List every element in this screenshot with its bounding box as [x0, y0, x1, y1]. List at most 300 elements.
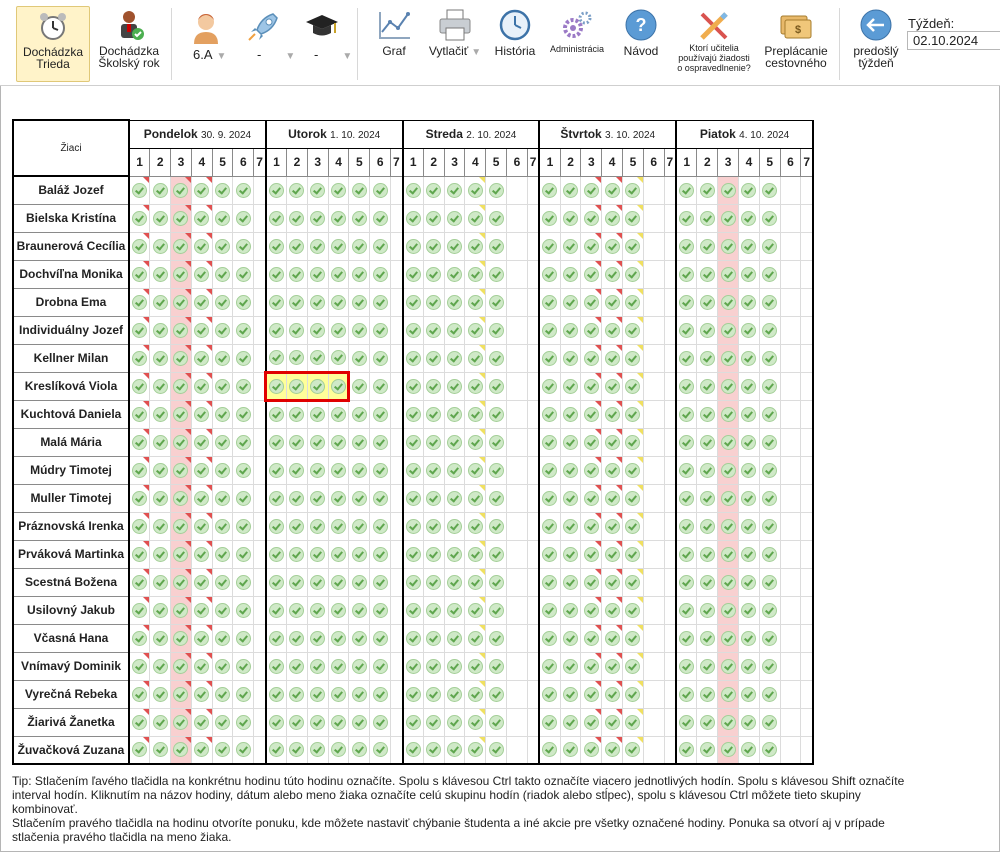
attendance-cell[interactable] — [129, 344, 150, 372]
attendance-cell[interactable] — [423, 484, 444, 512]
attendance-cell[interactable] — [266, 176, 287, 204]
attendance-cell[interactable] — [150, 344, 171, 372]
attendance-cell[interactable] — [403, 596, 424, 624]
day-header[interactable] — [266, 120, 403, 148]
student-name[interactable]: Prváková Martinka — [13, 540, 129, 568]
attendance-cell[interactable] — [233, 400, 254, 428]
preplacanie-button[interactable] — [762, 6, 830, 82]
attendance-cell[interactable] — [444, 568, 465, 596]
attendance-cell[interactable] — [623, 652, 644, 680]
attendance-cell[interactable] — [171, 512, 192, 540]
attendance-cell[interactable] — [171, 176, 192, 204]
attendance-cell[interactable] — [739, 400, 760, 428]
attendance-cell[interactable] — [423, 680, 444, 708]
attendance-cell[interactable] — [486, 484, 507, 512]
attendance-cell[interactable] — [623, 176, 644, 204]
attendance-cell[interactable] — [759, 512, 780, 540]
attendance-cell[interactable] — [129, 232, 150, 260]
attendance-cell[interactable] — [718, 484, 739, 512]
attendance-cell[interactable] — [423, 176, 444, 204]
attendance-cell[interactable] — [212, 260, 233, 288]
hour-header[interactable]: 4 — [602, 148, 623, 176]
attendance-cell[interactable] — [539, 456, 560, 484]
hour-header[interactable]: 1 — [266, 148, 287, 176]
attendance-cell[interactable] — [739, 204, 760, 232]
attendance-cell[interactable] — [486, 176, 507, 204]
hour-header[interactable]: 1 — [676, 148, 697, 176]
attendance-cell[interactable] — [233, 372, 254, 400]
attendance-cell[interactable] — [465, 652, 486, 680]
attendance-cell[interactable] — [266, 456, 287, 484]
attendance-cell[interactable] — [539, 484, 560, 512]
attendance-cell[interactable] — [287, 652, 308, 680]
attendance-cell[interactable] — [444, 456, 465, 484]
attendance-cell[interactable] — [697, 680, 718, 708]
attendance-cell[interactable] — [623, 484, 644, 512]
hour-header[interactable]: 3 — [307, 148, 328, 176]
attendance-cell[interactable] — [718, 428, 739, 456]
attendance-cell[interactable] — [676, 344, 697, 372]
attendance-cell[interactable] — [465, 568, 486, 596]
attendance-cell[interactable] — [150, 456, 171, 484]
attendance-cell[interactable] — [423, 456, 444, 484]
attendance-cell[interactable] — [539, 708, 560, 736]
attendance-cell[interactable] — [287, 204, 308, 232]
attendance-cell[interactable] — [486, 680, 507, 708]
attendance-cell[interactable] — [212, 456, 233, 484]
attendance-cell[interactable] — [739, 456, 760, 484]
attendance-cell[interactable] — [560, 260, 581, 288]
attendance-cell[interactable] — [560, 484, 581, 512]
hour-header[interactable]: 6 — [507, 148, 528, 176]
attendance-cell[interactable] — [602, 708, 623, 736]
hour-header[interactable]: 5 — [486, 148, 507, 176]
attendance-cell[interactable] — [676, 624, 697, 652]
attendance-cell[interactable] — [581, 596, 602, 624]
attendance-cell[interactable] — [560, 456, 581, 484]
attendance-cell[interactable] — [423, 652, 444, 680]
attendance-cell[interactable] — [623, 316, 644, 344]
cap-select[interactable] — [314, 47, 352, 62]
attendance-cell[interactable] — [191, 680, 212, 708]
graf-button[interactable] — [372, 6, 416, 82]
attendance-cell[interactable] — [233, 624, 254, 652]
hour-header[interactable]: 1 — [129, 148, 150, 176]
attendance-cell[interactable] — [444, 652, 465, 680]
attendance-cell[interactable] — [539, 540, 560, 568]
hour-header[interactable]: 6 — [780, 148, 801, 176]
attendance-cell[interactable] — [560, 540, 581, 568]
attendance-cell[interactable] — [759, 316, 780, 344]
ziadosti-button[interactable] — [672, 6, 756, 82]
attendance-cell[interactable] — [287, 344, 308, 372]
attendance-cell[interactable] — [444, 204, 465, 232]
attendance-cell[interactable] — [676, 568, 697, 596]
attendance-cell[interactable] — [718, 372, 739, 400]
attendance-cell[interactable] — [191, 568, 212, 596]
attendance-cell[interactable] — [370, 372, 391, 400]
attendance-cell[interactable] — [233, 512, 254, 540]
attendance-cell[interactable] — [233, 456, 254, 484]
attendance-cell[interactable] — [486, 400, 507, 428]
attendance-cell[interactable] — [328, 708, 349, 736]
attendance-cell[interactable] — [718, 344, 739, 372]
attendance-cell[interactable] — [129, 596, 150, 624]
attendance-cell[interactable] — [581, 652, 602, 680]
attendance-cell[interactable] — [403, 204, 424, 232]
attendance-cell[interactable] — [150, 596, 171, 624]
attendance-cell[interactable] — [697, 624, 718, 652]
attendance-cell[interactable] — [266, 624, 287, 652]
day-header[interactable] — [539, 120, 676, 148]
attendance-cell[interactable] — [676, 736, 697, 764]
attendance-cell[interactable] — [539, 428, 560, 456]
attendance-cell[interactable] — [328, 736, 349, 764]
attendance-cell[interactable] — [444, 680, 465, 708]
attendance-cell[interactable] — [129, 204, 150, 232]
attendance-cell[interactable] — [759, 176, 780, 204]
attendance-cell[interactable] — [759, 680, 780, 708]
attendance-cell[interactable] — [370, 484, 391, 512]
attendance-cell[interactable] — [759, 456, 780, 484]
day-header[interactable] — [129, 120, 266, 148]
attendance-cell[interactable] — [581, 316, 602, 344]
attendance-cell[interactable] — [623, 624, 644, 652]
attendance-cell[interactable] — [623, 204, 644, 232]
attendance-cell[interactable] — [759, 344, 780, 372]
attendance-cell[interactable] — [676, 288, 697, 316]
attendance-cell[interactable] — [349, 400, 370, 428]
attendance-cell[interactable] — [233, 232, 254, 260]
attendance-cell[interactable] — [171, 708, 192, 736]
attendance-cell[interactable] — [349, 484, 370, 512]
attendance-cell[interactable] — [307, 596, 328, 624]
attendance-cell[interactable] — [718, 400, 739, 428]
attendance-cell[interactable] — [444, 176, 465, 204]
dochadzka-skolsky-rok-button[interactable] — [96, 6, 162, 82]
attendance-cell[interactable] — [444, 512, 465, 540]
attendance-cell[interactable] — [739, 708, 760, 736]
attendance-cell[interactable] — [759, 596, 780, 624]
attendance-cell[interactable] — [581, 708, 602, 736]
attendance-cell[interactable] — [718, 204, 739, 232]
attendance-cell[interactable] — [697, 372, 718, 400]
attendance-cell[interactable] — [212, 484, 233, 512]
attendance-cell[interactable] — [581, 456, 602, 484]
attendance-cell[interactable] — [602, 484, 623, 512]
attendance-cell[interactable] — [423, 400, 444, 428]
attendance-cell[interactable] — [623, 568, 644, 596]
attendance-cell[interactable] — [739, 512, 760, 540]
attendance-cell[interactable] — [581, 512, 602, 540]
attendance-cell[interactable] — [739, 260, 760, 288]
attendance-cell[interactable] — [759, 232, 780, 260]
attendance-cell[interactable] — [560, 428, 581, 456]
attendance-cell[interactable] — [307, 400, 328, 428]
attendance-cell[interactable] — [581, 736, 602, 764]
attendance-cell[interactable] — [465, 260, 486, 288]
attendance-cell[interactable] — [465, 232, 486, 260]
attendance-cell[interactable] — [328, 652, 349, 680]
hour-header[interactable]: 3 — [444, 148, 465, 176]
attendance-cell[interactable] — [465, 680, 486, 708]
attendance-cell[interactable] — [486, 540, 507, 568]
attendance-cell[interactable] — [581, 428, 602, 456]
attendance-cell[interactable] — [307, 512, 328, 540]
attendance-cell[interactable] — [287, 736, 308, 764]
hour-header[interactable]: 7 — [801, 148, 813, 176]
day-header[interactable] — [403, 120, 540, 148]
attendance-cell[interactable] — [581, 232, 602, 260]
attendance-cell[interactable] — [307, 568, 328, 596]
attendance-cell[interactable] — [307, 260, 328, 288]
attendance-cell[interactable] — [676, 484, 697, 512]
attendance-cell[interactable] — [233, 428, 254, 456]
attendance-cell[interactable] — [486, 232, 507, 260]
attendance-cell[interactable] — [444, 260, 465, 288]
student-name[interactable]: Usilovný Jakub — [13, 596, 129, 624]
attendance-cell[interactable] — [370, 680, 391, 708]
predosly-tyzden-button[interactable] — [848, 6, 904, 82]
attendance-cell[interactable] — [759, 372, 780, 400]
attendance-cell[interactable] — [403, 512, 424, 540]
attendance-cell[interactable] — [129, 736, 150, 764]
attendance-cell[interactable] — [539, 512, 560, 540]
attendance-cell[interactable] — [129, 708, 150, 736]
attendance-cell[interactable] — [328, 288, 349, 316]
attendance-cell[interactable] — [129, 372, 150, 400]
attendance-cell[interactable] — [266, 232, 287, 260]
attendance-cell[interactable] — [287, 512, 308, 540]
student-name[interactable]: Žuvačková Zuzana — [13, 736, 129, 764]
attendance-cell[interactable] — [581, 176, 602, 204]
attendance-cell[interactable] — [581, 288, 602, 316]
attendance-cell[interactable] — [191, 260, 212, 288]
attendance-cell[interactable] — [349, 540, 370, 568]
attendance-cell[interactable] — [287, 400, 308, 428]
attendance-cell[interactable] — [697, 484, 718, 512]
attendance-cell[interactable] — [539, 344, 560, 372]
attendance-cell[interactable] — [307, 456, 328, 484]
attendance-cell[interactable] — [602, 204, 623, 232]
attendance-cell[interactable] — [676, 400, 697, 428]
attendance-cell[interactable] — [129, 456, 150, 484]
attendance-cell[interactable] — [423, 288, 444, 316]
attendance-cell[interactable] — [486, 260, 507, 288]
attendance-cell[interactable] — [444, 428, 465, 456]
attendance-cell[interactable] — [150, 680, 171, 708]
attendance-cell[interactable] — [349, 624, 370, 652]
attendance-cell[interactable] — [697, 652, 718, 680]
attendance-cell[interactable] — [266, 596, 287, 624]
attendance-cell[interactable] — [739, 232, 760, 260]
attendance-cell[interactable] — [171, 540, 192, 568]
hour-header[interactable]: 7 — [254, 148, 266, 176]
attendance-cell[interactable] — [191, 204, 212, 232]
attendance-cell[interactable] — [623, 596, 644, 624]
attendance-cell[interactable] — [718, 456, 739, 484]
attendance-cell[interactable] — [266, 316, 287, 344]
vytlacit-button[interactable] — [426, 6, 484, 82]
attendance-cell[interactable] — [349, 596, 370, 624]
attendance-cell[interactable] — [403, 232, 424, 260]
attendance-cell[interactable] — [739, 736, 760, 764]
attendance-cell[interactable] — [560, 204, 581, 232]
attendance-cell[interactable] — [266, 260, 287, 288]
attendance-cell[interactable] — [697, 316, 718, 344]
attendance-cell[interactable] — [403, 176, 424, 204]
attendance-cell[interactable] — [486, 288, 507, 316]
attendance-cell[interactable] — [676, 316, 697, 344]
attendance-cell[interactable] — [266, 736, 287, 764]
hour-header[interactable]: 2 — [560, 148, 581, 176]
attendance-cell[interactable] — [697, 232, 718, 260]
attendance-cell[interactable] — [171, 624, 192, 652]
attendance-cell[interactable] — [486, 428, 507, 456]
attendance-cell[interactable] — [486, 204, 507, 232]
attendance-cell[interactable] — [697, 708, 718, 736]
attendance-cell[interactable] — [150, 260, 171, 288]
student-name[interactable]: Včasná Hana — [13, 624, 129, 652]
attendance-cell[interactable] — [266, 288, 287, 316]
attendance-cell[interactable] — [465, 204, 486, 232]
attendance-cell[interactable] — [266, 344, 287, 372]
attendance-cell[interactable] — [171, 232, 192, 260]
attendance-cell[interactable] — [759, 568, 780, 596]
attendance-cell[interactable] — [423, 708, 444, 736]
attendance-cell[interactable] — [697, 736, 718, 764]
attendance-cell[interactable] — [370, 540, 391, 568]
student-name[interactable]: Múdry Timotej — [13, 456, 129, 484]
attendance-cell[interactable] — [212, 736, 233, 764]
hour-header[interactable]: 3 — [718, 148, 739, 176]
attendance-cell[interactable] — [129, 260, 150, 288]
attendance-cell[interactable] — [328, 484, 349, 512]
student-name[interactable]: Malá Mária — [13, 428, 129, 456]
student-name[interactable]: Muller Timotej — [13, 484, 129, 512]
attendance-cell[interactable] — [718, 260, 739, 288]
attendance-cell[interactable] — [602, 456, 623, 484]
administracia-button[interactable] — [546, 6, 608, 82]
attendance-cell[interactable] — [212, 400, 233, 428]
attendance-cell[interactable] — [191, 708, 212, 736]
student-name[interactable]: Kreslíková Viola — [13, 372, 129, 400]
attendance-cell[interactable] — [465, 736, 486, 764]
attendance-cell[interactable] — [191, 316, 212, 344]
attendance-cell[interactable] — [759, 484, 780, 512]
attendance-cell[interactable] — [602, 428, 623, 456]
attendance-cell[interactable] — [287, 708, 308, 736]
attendance-cell[interactable] — [150, 288, 171, 316]
hour-header[interactable]: 7 — [391, 148, 403, 176]
attendance-cell[interactable] — [287, 176, 308, 204]
attendance-cell[interactable] — [233, 204, 254, 232]
week-input[interactable]: 02.10.2024 — [907, 31, 1000, 50]
attendance-cell[interactable] — [370, 456, 391, 484]
student-name[interactable]: Individuálny Jozef — [13, 316, 129, 344]
attendance-cell[interactable] — [403, 680, 424, 708]
attendance-cell[interactable] — [423, 568, 444, 596]
attendance-cell[interactable] — [560, 372, 581, 400]
rocket-select[interactable] — [257, 47, 295, 62]
attendance-cell[interactable] — [602, 568, 623, 596]
attendance-cell[interactable] — [423, 372, 444, 400]
student-name[interactable]: Dochvíľna Monika — [13, 260, 129, 288]
attendance-cell[interactable] — [150, 204, 171, 232]
attendance-cell[interactable] — [697, 540, 718, 568]
attendance-cell[interactable] — [465, 288, 486, 316]
attendance-cell[interactable] — [328, 176, 349, 204]
attendance-cell[interactable] — [233, 736, 254, 764]
attendance-cell[interactable] — [423, 540, 444, 568]
attendance-cell[interactable] — [129, 484, 150, 512]
attendance-cell[interactable] — [718, 540, 739, 568]
attendance-cell[interactable] — [560, 400, 581, 428]
attendance-cell[interactable] — [759, 260, 780, 288]
attendance-cell[interactable] — [370, 596, 391, 624]
attendance-cell[interactable] — [349, 568, 370, 596]
attendance-cell[interactable] — [233, 260, 254, 288]
attendance-cell[interactable] — [560, 568, 581, 596]
attendance-cell[interactable] — [349, 428, 370, 456]
attendance-cell[interactable] — [191, 428, 212, 456]
attendance-cell[interactable] — [287, 372, 308, 400]
attendance-cell[interactable] — [465, 344, 486, 372]
attendance-cell[interactable] — [602, 260, 623, 288]
attendance-cell[interactable] — [739, 624, 760, 652]
attendance-cell[interactable] — [287, 680, 308, 708]
attendance-cell[interactable] — [307, 680, 328, 708]
attendance-cell[interactable] — [697, 204, 718, 232]
attendance-cell[interactable] — [539, 680, 560, 708]
attendance-cell[interactable] — [191, 288, 212, 316]
attendance-cell[interactable] — [602, 344, 623, 372]
attendance-cell[interactable] — [602, 540, 623, 568]
attendance-cell[interactable] — [266, 372, 287, 400]
attendance-cell[interactable] — [718, 596, 739, 624]
attendance-cell[interactable] — [759, 624, 780, 652]
attendance-cell[interactable] — [697, 260, 718, 288]
attendance-cell[interactable] — [697, 400, 718, 428]
attendance-cell[interactable] — [129, 176, 150, 204]
attendance-cell[interactable] — [171, 204, 192, 232]
attendance-cell[interactable] — [191, 652, 212, 680]
attendance-cell[interactable] — [623, 736, 644, 764]
attendance-cell[interactable] — [759, 400, 780, 428]
attendance-cell[interactable] — [233, 540, 254, 568]
attendance-cell[interactable] — [212, 708, 233, 736]
attendance-cell[interactable] — [287, 456, 308, 484]
attendance-cell[interactable] — [129, 540, 150, 568]
attendance-cell[interactable] — [328, 400, 349, 428]
attendance-cell[interactable] — [581, 568, 602, 596]
attendance-cell[interactable] — [623, 512, 644, 540]
attendance-cell[interactable] — [697, 344, 718, 372]
attendance-cell[interactable] — [370, 652, 391, 680]
attendance-cell[interactable] — [150, 512, 171, 540]
attendance-cell[interactable] — [718, 176, 739, 204]
attendance-cell[interactable] — [718, 652, 739, 680]
attendance-cell[interactable] — [718, 316, 739, 344]
attendance-cell[interactable] — [581, 260, 602, 288]
attendance-cell[interactable] — [328, 372, 349, 400]
attendance-cell[interactable] — [212, 176, 233, 204]
attendance-cell[interactable] — [560, 680, 581, 708]
attendance-cell[interactable] — [307, 344, 328, 372]
attendance-cell[interactable] — [676, 260, 697, 288]
attendance-cell[interactable] — [370, 512, 391, 540]
attendance-cell[interactable] — [403, 456, 424, 484]
